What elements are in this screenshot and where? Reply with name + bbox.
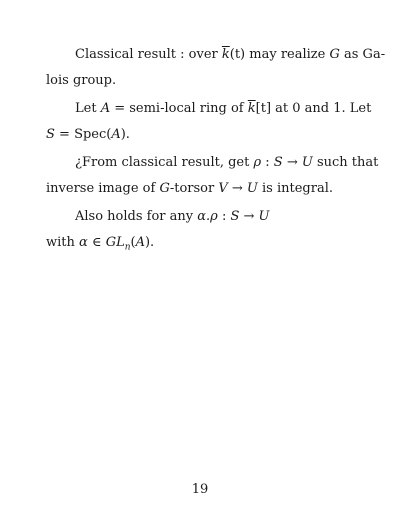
k-bar: $\overline{k}$	[221, 47, 230, 62]
arrow: →	[227, 181, 247, 196]
text: ).	[120, 127, 130, 142]
arrow: →	[239, 209, 259, 224]
math-G: G	[329, 47, 340, 62]
text: such that	[312, 155, 379, 170]
text: ¿From classical result, get	[75, 155, 254, 170]
text: at 0 and 1. Let	[271, 101, 372, 116]
text: ∈	[87, 235, 106, 250]
text: Also holds for any	[75, 209, 198, 224]
text: -torsor	[169, 181, 219, 196]
math-S: S	[230, 209, 240, 224]
paragraph-3-line-1	[75, 154, 378, 172]
subscript-n: n	[124, 242, 131, 253]
math-A: A	[111, 127, 121, 142]
math-U: U	[301, 155, 313, 170]
text: is integral.	[257, 181, 333, 196]
math-rho: ρ	[253, 155, 262, 170]
paragraph-2-line-2	[46, 126, 130, 144]
math-A: A	[100, 101, 111, 116]
text: (t)	[229, 47, 246, 62]
math-alpha-rho: α.ρ	[197, 209, 218, 224]
paragraph-2-line-1	[75, 100, 371, 118]
math-U: U	[258, 209, 270, 224]
paragraph-1-line-2: lois group.	[46, 73, 117, 88]
paragraph-4-line-2	[46, 234, 154, 257]
paragraph-3-line-2	[46, 180, 333, 198]
text: Let	[75, 101, 101, 116]
text: :	[217, 209, 231, 224]
text: may realize	[245, 47, 330, 62]
math-S: S	[273, 155, 283, 170]
text: [t]	[255, 101, 272, 116]
k-bar: $\overline{k}$	[247, 101, 256, 116]
math-V: V	[218, 181, 228, 196]
math-A: A	[135, 235, 145, 250]
math-G: G	[159, 181, 170, 196]
text: ).	[144, 235, 155, 250]
text: inverse image of	[46, 181, 160, 196]
paragraph-4-line-1	[75, 208, 270, 226]
page-number: 19	[191, 482, 209, 497]
text: as Ga-	[339, 47, 386, 62]
text: with	[46, 235, 80, 250]
text: Classical result : over	[75, 47, 222, 62]
arrow: →	[282, 155, 302, 170]
text: = semi-local ring of	[110, 101, 248, 116]
paragraph-1-line-1	[75, 46, 385, 64]
text: (	[130, 235, 136, 250]
text: :	[261, 155, 274, 170]
math-S: S	[46, 127, 55, 142]
math-GL: GL	[105, 235, 125, 250]
math-alpha: α	[79, 235, 88, 250]
math-U: U	[246, 181, 258, 196]
text: = Spec(	[54, 127, 112, 142]
